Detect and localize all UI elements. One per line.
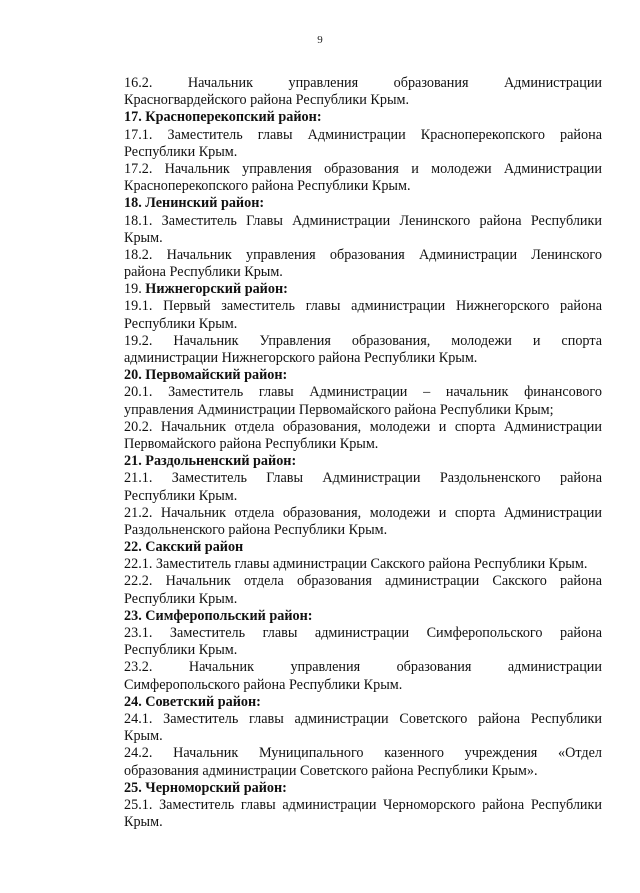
section-number: 20. xyxy=(124,367,146,384)
page-number: 9 xyxy=(317,34,323,46)
line-text: Республики Крым. xyxy=(124,315,238,332)
text-line xyxy=(124,814,602,831)
line-text: 20.2. Начальник отдела образования, молодежи и спорта Администрации xyxy=(124,418,602,435)
text-line xyxy=(124,763,602,780)
line-text: 20.1. Заместитель главы Администрации – начальник финансового xyxy=(124,384,602,401)
text-line xyxy=(124,75,602,92)
line-text: 19.1. Первый заместитель главы администрации Нижнегорского района xyxy=(124,298,602,315)
text-line xyxy=(124,677,602,694)
line-text: 22.2. Начальник отдела образования администрации Сакского района xyxy=(124,573,602,590)
text-line xyxy=(124,419,602,436)
text-line xyxy=(124,573,602,590)
line-text: Крым. xyxy=(124,814,163,831)
section-number: 23. xyxy=(124,607,146,624)
text-line xyxy=(124,213,602,230)
line-text: 21.2. Начальник отдела образования, молодежи и спорта Администрации xyxy=(124,504,602,521)
section-heading xyxy=(124,367,602,384)
line-text: Симферопольского района Республики Крым. xyxy=(124,676,403,693)
line-text: 16.2. Начальник управления образования Администрации xyxy=(124,75,602,91)
line-text: Красноперекопский район: xyxy=(145,109,322,126)
text-line xyxy=(124,556,602,573)
line-text: 17.1. Заместитель главы Администрации Красноперекопского района xyxy=(124,126,602,143)
line-text: Первомайский район: xyxy=(145,367,288,384)
document-body xyxy=(124,75,602,831)
section-number: 19. xyxy=(124,281,146,298)
text-line xyxy=(124,230,602,247)
section-heading xyxy=(124,780,602,797)
line-text: 18.2. Начальник управления образования Администрации Ленинского xyxy=(124,246,602,263)
line-text: 17.2. Начальник управления образования и молодежи Администрации xyxy=(124,160,602,177)
text-line xyxy=(124,488,602,505)
line-text: Крым. xyxy=(124,229,163,246)
section-heading xyxy=(124,109,602,126)
text-line xyxy=(124,161,602,178)
line-text: Ленинский район: xyxy=(145,195,265,212)
text-line xyxy=(124,350,602,367)
line-text: Крым. xyxy=(124,728,163,745)
text-line xyxy=(124,470,602,487)
line-text: Красноперекопского района Республики Крым. xyxy=(124,178,411,195)
text-line xyxy=(124,264,602,281)
line-text: Нижнегорский район: xyxy=(145,281,288,298)
text-line xyxy=(124,745,602,762)
line-text: 18.1. Заместитель Главы Администрации Ленинского района Республики xyxy=(124,212,602,229)
line-text: Республики Крым. xyxy=(124,143,238,160)
line-text: Сакский район xyxy=(145,539,244,556)
line-text: 23.1. Заместитель главы администрации Симферопольского района xyxy=(124,625,602,641)
line-text: Симферопольский район: xyxy=(145,607,313,624)
line-text: Раздольненский район: xyxy=(145,453,297,470)
text-line xyxy=(124,127,602,144)
line-text: Республики Крым. xyxy=(124,487,238,504)
line-text: 25.1. Заместитель главы администрации Черноморского района Республики xyxy=(124,796,602,813)
text-line xyxy=(124,298,602,315)
line-text: Черноморский район: xyxy=(145,779,287,796)
section-number: 22. xyxy=(124,539,146,556)
section-heading xyxy=(124,608,602,625)
text-line xyxy=(124,522,602,539)
section-number: 18. xyxy=(124,195,146,212)
text-line xyxy=(124,505,602,522)
section-heading xyxy=(124,539,602,556)
line-text: Республики Крым. xyxy=(124,590,238,607)
section-number: 17. xyxy=(124,109,146,126)
section-number: 21. xyxy=(124,453,146,470)
text-line xyxy=(124,92,602,109)
line-text: образования администрации Советского района Республики Крым». xyxy=(124,762,538,779)
text-line xyxy=(124,711,602,728)
text-line xyxy=(124,178,602,195)
text-line xyxy=(124,144,602,161)
text-line xyxy=(124,797,602,814)
section-heading xyxy=(124,694,602,711)
line-text: 24.1. Заместитель главы администрации Советского района Республики xyxy=(124,710,602,727)
line-text: 19.2. Начальник Управления образования, молодежи и спорта xyxy=(124,332,602,349)
section-number: 24. xyxy=(124,693,146,710)
text-line xyxy=(124,402,602,419)
text-line xyxy=(124,659,602,676)
section-heading xyxy=(124,281,602,298)
line-text: 23.2. Начальник управления образования администрации xyxy=(124,659,602,676)
line-text: района Республики Крым. xyxy=(124,264,283,281)
line-text: администрации Нижнегорского района Республики Крым. xyxy=(124,350,478,366)
text-line xyxy=(124,642,602,659)
text-line xyxy=(124,384,602,401)
text-line xyxy=(124,436,602,453)
text-line xyxy=(124,316,602,333)
text-line xyxy=(124,625,602,642)
line-text: Раздольненского района Республики Крым. xyxy=(124,521,388,538)
line-text: 22.1. Заместитель главы администрации Сакского района Республики Крым. xyxy=(124,556,588,573)
line-text: Красногвардейского района Республики Крым. xyxy=(124,92,409,109)
line-text: Первомайского района Республики Крым. xyxy=(124,435,379,452)
line-text: управления Администрации Первомайского района Республики Крым; xyxy=(124,401,554,418)
text-line xyxy=(124,591,602,608)
section-heading xyxy=(124,453,602,470)
section-number: 25. xyxy=(124,779,146,796)
line-text: 21.1. Заместитель Главы Администрации Раздольненского района xyxy=(124,470,602,487)
section-heading xyxy=(124,195,602,212)
line-text: Советский район: xyxy=(145,693,261,710)
text-line xyxy=(124,247,602,264)
line-text: Республики Крым. xyxy=(124,642,238,659)
text-line xyxy=(124,333,602,350)
line-text: 24.2. Начальник Муниципального казенного учреждения «Отдел xyxy=(124,745,602,762)
text-line xyxy=(124,728,602,745)
